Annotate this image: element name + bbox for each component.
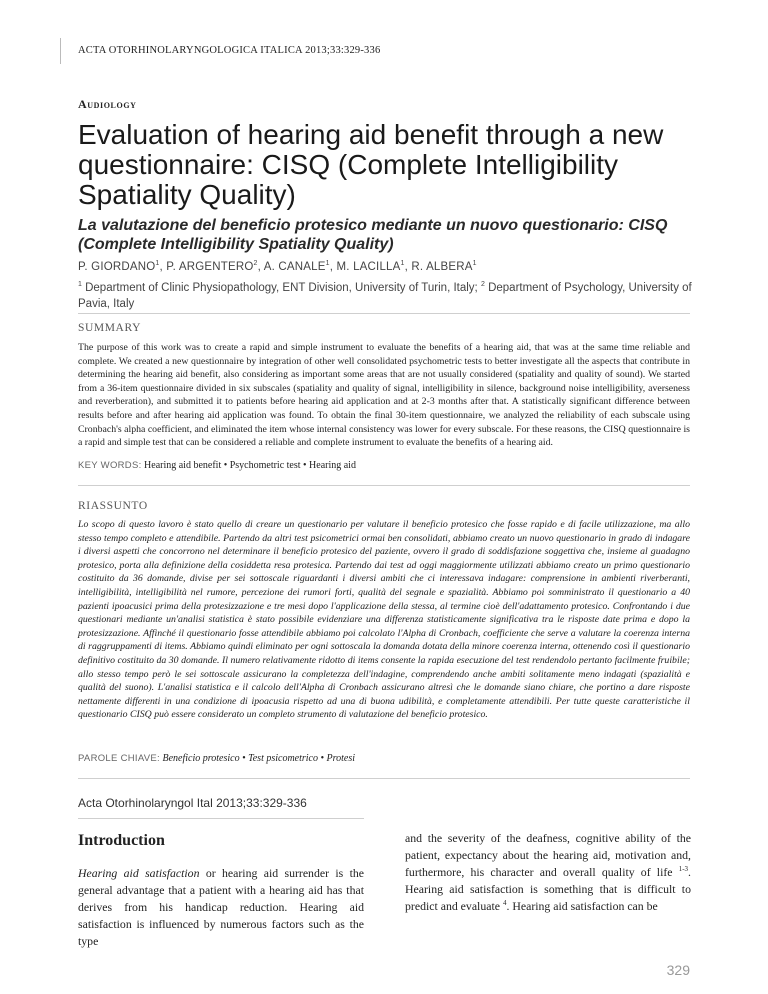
author-affiliation-ref: 2 — [253, 260, 258, 268]
author: P. GIORDANO — [78, 261, 156, 273]
summary-text: The purpose of this work was to create a rapid and simple instrument to evaluate the benefits of a hearing aid, that was at the same time reliable and complete. We created a new questionnaire by integration of other well consolidated psychometric tests to better investigate all the aspects that contribute in determining the hearing aid benefit, also considering as important some areas that are not usually considered (spatiality and quality of sound). We started from a 36-item questionnaire divided in six subscales (spatiality and quality of signal, intelligibility in silence, background noise intelligibility, averseness and reverberation), and submitted it to patients before hearing aid application and at 2-3 months after that. A statistically significant difference between results before and after hearing aid application was found. To obtain the final 30-item questionnaire, we analyzed the reliability of each subscale using Cronbach's alpha coefficient, and eliminated the item whose internal consistency was lower for every subscale. For these reasons, the CISQ questionnaire is a rapid and simple test that can be considered a reliable and complete instrument to evaluate the benefits of a hearing aid. — [78, 342, 690, 449]
parole-chiave — [78, 753, 355, 764]
section-label: Audiology — [78, 97, 137, 111]
keywords-label: KEY WORDS: — [78, 460, 142, 471]
author-affiliation-ref: 1 — [472, 260, 477, 268]
introduction-left-text: or hearing aid surrender is the general advantage that a patient with a hearing aid has that derives from his handicap reduction. Hearing aid satisfaction is influenced by numerous factors such as the type — [78, 866, 364, 948]
affiliation-2: Department of Psychology, University of Pavia, Italy — [78, 282, 692, 310]
author: P. ARGENTERO — [166, 261, 254, 273]
crop-mark — [60, 38, 61, 64]
author-list: P. GIORDANO$^1$, P. ARGENTERO$^2$, A. CANALE$^1$, M. LACILLA$^1$, R. ALBERA$^1$ — [78, 260, 477, 273]
riassunto-text: Lo scopo di questo lavoro è stato quello di creare un questionario per valutare il beneficio protesico che fosse rapido e di facile utilizzazione, ma allo stesso tempo completo e attendibile. Partendo da altri test psicometrici ormai ben consolidati, abbiamo creato un nuovo questionario in grado di indagare i diversi aspetti che concorrono nel determinare il beneficio protesico del paziente, ovvero il grado di soddisfazione soggettiva che, insieme al guadagno protesico, porta alla definizione della cosiddetta resa protesica. Partendo dai test ad oggi maggiormente utilizzati abbiamo creato un primo questionario costituito da 36 domande, divise per sei sottoscale riguardanti i diversi ambiti che ci interessava indagare: comprensione in ambienti riverberanti, intelligibilità, intelligibilità nel rumore, percezione dei rumori forti, qualità del segnale e spazialità. Abbiamo poi somministrato il questionario a 40 pazienti ipoacusici prima della protesizzazione e tre mesi dopo l'applicazione della stessa, al termine cioè dell'adattamento protesico. Confrontando i due questionari mediante un'analisi statistica è stato possibile evidenziare una differenza statisticamente significativa tra le risposte date prima e dopo la protesizzazione. Affinché il questionario fosse attendibile abbiamo poi calcolato l'Alpha di Cronbach, coefficiente che serve a valutare la coerenza interna di raggruppamenti di items. Abbiamo quindi eliminato per ogni sottoscala la domanda dotata della minore coerenza interna, ottenendo così il questionario definitivo costituito da 30 domande. Il numero relativamente ridotto di items consente la rapida esecuzione del test rendendolo pertanto facilmente fruibile; allo stesso tempo però le sei sottoscale assicurano la completezza dell'indagine, comprendendo anche ambiti solitamente meno indagati (spazialità e qualità del suono). L'analisi statistica e il calcolo dell'Alpha di Cronbach assicurano altresì che le domande siano chiare, che portino a dare risposte nettamente differenti in una condizione di ipoacusia rispetto ad una di buona udibilità, e completamente attendibili. Per tutte queste caratteristiche il questionario CISQ può essere considerato un completo strumento di valutazione del beneficio protesico. — [78, 519, 690, 721]
author: A. CANALE — [263, 261, 326, 273]
introduction-right-text-1: and the severity of the deafness, cognitive ability of the patient, expectancy about the hearing aid, motivation and, furthermore, his character and overall quality of life — [405, 831, 691, 879]
reference-marker: 1-3 — [678, 865, 689, 874]
divider — [78, 818, 364, 819]
introduction-right-column — [405, 830, 691, 915]
introduction-right-text-3: . Hearing aid satisfaction can be — [506, 899, 658, 913]
affiliation-number: 2 — [480, 281, 485, 289]
divider — [78, 313, 690, 314]
introduction-right-text-2: . Hearing aid satisfaction is something that is difficult to predict and evaluate — [405, 865, 691, 913]
term-emphasis: Hearing aid satisfaction — [78, 866, 200, 880]
keywords — [78, 460, 356, 471]
author: M. LACILLA — [336, 261, 401, 273]
divider — [78, 778, 690, 779]
author-affiliation-ref: 1 — [400, 260, 405, 268]
riassunto-heading: RIASSUNTO — [78, 500, 148, 512]
author: R. ALBERA — [411, 261, 473, 273]
author-affiliation-ref: 1 — [325, 260, 330, 268]
affiliation-1: Department of Clinic Physiopathology, ENT Division, University of Turin, Italy; — [85, 282, 478, 294]
summary-heading: SUMMARY — [78, 322, 141, 334]
affiliations — [78, 280, 698, 312]
parole-chiave-label: PAROLE CHIAVE: — [78, 753, 160, 764]
parole-chiave-list: Beneficio protesico • Test psicometrico • Protesi — [162, 753, 356, 764]
author-affiliation-ref: 1 — [155, 260, 160, 268]
affiliation-number: 1 — [78, 281, 82, 289]
keywords-list: Hearing aid benefit • Psychometric test • Hearing aid — [144, 460, 356, 471]
page-number: 329 — [666, 962, 690, 978]
divider — [78, 485, 690, 486]
article-subtitle: La valutazione del beneficio protesico mediante un nuovo questionario: CISQ (Complete Intelligibility Spatiality Quality) — [78, 217, 668, 253]
reference-marker: 4 — [502, 899, 507, 908]
article-title: Evaluation of hearing aid benefit through a new questionnaire: CISQ (Complete Intelligibility Spatiality Quality) — [78, 119, 664, 210]
introduction-left-column — [78, 865, 364, 950]
introduction-heading: Introduction — [78, 832, 165, 849]
journal-header: ACTA OTORHINOLARYNGOLOGICA ITALICA 2013;33:329-336 — [78, 45, 381, 56]
citation: Acta Otorhinolaryngol Ital 2013;33:329-336 — [78, 796, 307, 810]
